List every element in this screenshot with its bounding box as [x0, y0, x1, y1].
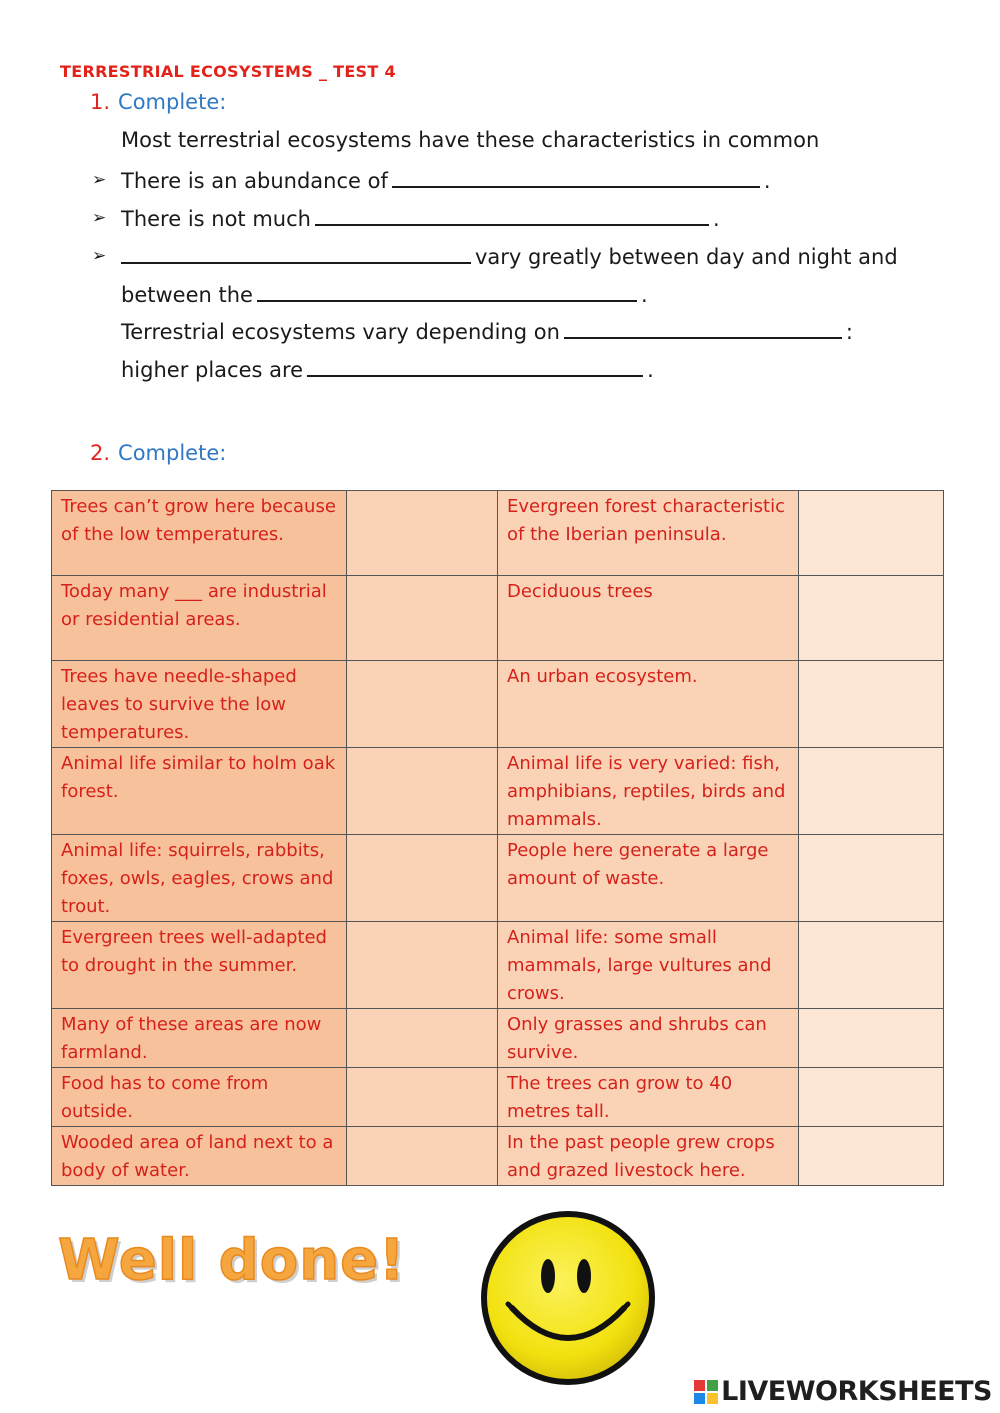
bullet-arrow-icon: ➢ [92, 246, 107, 266]
left-description-cell: Wooded area of land next to a body of water. [52, 1127, 347, 1186]
question-1-intro: Most terrestrial ecosystems have these characteristics in common [121, 128, 820, 152]
left-description-cell: Evergreen trees well-adapted to drought in the summer. [52, 922, 347, 1009]
bullet-3 [121, 242, 898, 269]
right-answer-cell[interactable] [799, 1068, 944, 1127]
right-answer-cell[interactable] [799, 922, 944, 1009]
sentence-4 [121, 317, 853, 344]
well-done-banner: Well done! [58, 1228, 406, 1293]
blank-2-input[interactable] [315, 204, 709, 226]
sentence-5 [121, 355, 654, 382]
right-answer-cell[interactable] [799, 1009, 944, 1068]
right-answer-cell[interactable] [799, 748, 944, 835]
sentence-5-text: higher places are [121, 358, 304, 382]
table-row [52, 1127, 944, 1186]
bullet-3-continued [121, 280, 648, 307]
right-answer-cell[interactable] [799, 576, 944, 661]
right-description-cell: People here generate a large amount of waste. [498, 835, 799, 922]
left-description-cell: Animal life: squirrels, rabbits, foxes, owls, eagles, crows and trout. [52, 835, 347, 922]
blank-3-input[interactable] [121, 242, 471, 264]
table-row [52, 576, 944, 661]
bullet-2 [121, 204, 720, 231]
left-answer-cell[interactable] [347, 1009, 498, 1068]
left-description-cell: Trees have needle-shaped leaves to survive the low temperatures. [52, 661, 347, 748]
liveworksheets-logo [694, 1376, 992, 1407]
bullet-arrow-icon: ➢ [92, 170, 107, 190]
right-description-cell: Deciduous trees [498, 576, 799, 661]
right-description-cell: An urban ecosystem. [498, 661, 799, 748]
left-answer-cell[interactable] [347, 491, 498, 576]
left-description-cell: Today many ___ are industrial or residential areas. [52, 576, 347, 661]
liveworksheets-brand: LIVEWORKSHEETS [721, 1376, 992, 1407]
left-answer-cell[interactable] [347, 922, 498, 1009]
question-1-label: Complete: [118, 90, 227, 114]
left-answer-cell[interactable] [347, 1068, 498, 1127]
blank-5-input[interactable] [564, 317, 842, 339]
table-row [52, 661, 944, 748]
period: . [763, 169, 771, 193]
right-answer-cell[interactable] [799, 661, 944, 748]
question-1-number: 1. [90, 90, 111, 114]
bullet-2-text: There is not much [121, 207, 311, 231]
period: . [647, 358, 654, 382]
bullet-arrow-icon: ➢ [92, 208, 107, 228]
left-description-cell: Trees can’t grow here because of the low temperatures. [52, 491, 347, 576]
bullet-3-text: vary greatly between day and night and [475, 245, 898, 269]
right-description-cell: Evergreen forest characteristic of the Iberian peninsula. [498, 491, 799, 576]
right-answer-cell[interactable] [799, 491, 944, 576]
blank-4-input[interactable] [257, 280, 637, 302]
right-answer-cell[interactable] [799, 1127, 944, 1186]
colon: : [845, 320, 853, 344]
matching-table [51, 490, 944, 1186]
right-description-cell: Only grasses and shrubs can survive. [498, 1009, 799, 1068]
right-description-cell: Animal life is very varied: fish, amphibians, reptiles, birds and mammals. [498, 748, 799, 835]
right-description-cell: Animal life: some small mammals, large vultures and crows. [498, 922, 799, 1009]
table-row [52, 491, 944, 576]
table-row [52, 835, 944, 922]
right-description-cell: The trees can grow to 40 metres tall. [498, 1068, 799, 1127]
left-description-cell: Many of these areas are now farmland. [52, 1009, 347, 1068]
left-answer-cell[interactable] [347, 661, 498, 748]
bullet-1 [121, 166, 771, 193]
table-row [52, 922, 944, 1009]
question-2-label: Complete: [118, 441, 227, 465]
right-description-cell: In the past people grew crops and grazed livestock here. [498, 1127, 799, 1186]
left-answer-cell[interactable] [347, 748, 498, 835]
period: . [712, 207, 720, 231]
bullet-1-text: There is an abundance of [121, 169, 388, 193]
smiley-face-icon [478, 1208, 658, 1388]
left-answer-cell[interactable] [347, 576, 498, 661]
blank-6-input[interactable] [307, 355, 643, 377]
question-2-number: 2. [90, 441, 111, 465]
left-answer-cell[interactable] [347, 835, 498, 922]
worksheet-title: TERRESTRIAL ECOSYSTEMS _ TEST 4 [60, 62, 396, 81]
question-1-heading [90, 90, 226, 114]
bullet-3-cont-text: between the [121, 283, 253, 307]
table-row [52, 1068, 944, 1127]
sentence-4-text: Terrestrial ecosystems vary depending on [121, 320, 560, 344]
period: . [640, 283, 648, 307]
left-description-cell: Animal life similar to holm oak forest. [52, 748, 347, 835]
question-2-heading [90, 441, 226, 465]
liveworksheets-blocks-icon [694, 1380, 718, 1404]
left-description-cell: Food has to come from outside. [52, 1068, 347, 1127]
right-answer-cell[interactable] [799, 835, 944, 922]
table-row [52, 1009, 944, 1068]
table-row [52, 748, 944, 835]
blank-1-input[interactable] [392, 166, 760, 188]
left-answer-cell[interactable] [347, 1127, 498, 1186]
